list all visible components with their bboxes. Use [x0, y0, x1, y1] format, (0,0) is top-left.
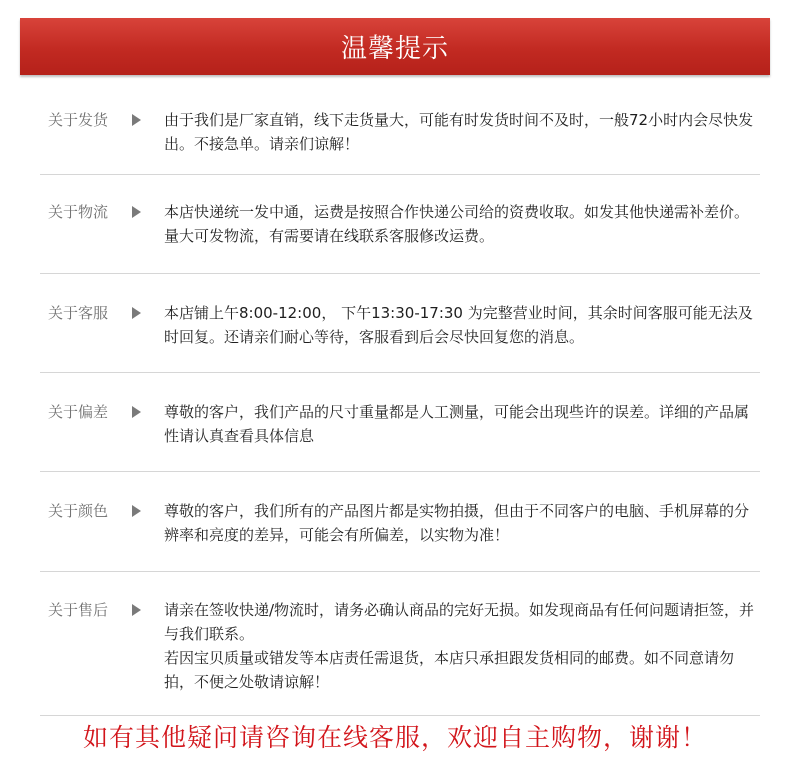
notice-body: [164, 400, 760, 448]
notice-body: [164, 598, 760, 694]
triangle-right-icon: [132, 406, 141, 418]
notice-paragraph: 由于我们是厂家直销，线下走货量大，可能有时发货时间不及时，一般72小时内会尽快发出。不接急单。请亲们谅解！: [164, 111, 754, 153]
notice-body: [164, 301, 760, 349]
notice-paragraph: 请亲在签收快递/物流时，请务必确认商品的完好无损。如发现商品有任何问题请拒签，并与我们联系。: [164, 601, 755, 643]
divider: [40, 571, 760, 572]
divider: [40, 273, 760, 274]
notice-paragraph: 尊敬的客户，我们所有的产品图片都是实物拍摄，但由于不同客户的电脑、手机屏幕的分辨率和亮度的差异，可能会有所偏差，以实物为准！: [164, 502, 750, 544]
notice-body: [164, 499, 760, 547]
notice-label: 关于售后: [48, 601, 109, 619]
notice-body: [164, 108, 760, 156]
notice-label: 关于客服: [48, 304, 109, 322]
divider: [40, 174, 760, 175]
notice-label: 关于物流: [48, 203, 109, 221]
footer-message: 如有其他疑问请咨询在线客服，欢迎自主购物，谢谢！: [82, 723, 707, 752]
page-title: 温馨提示: [340, 34, 449, 64]
notice-label: 关于颜色: [48, 502, 109, 520]
notice-paragraph: 本店快递统一发中通，运费是按照合作快递公司给的资费收取。如发其他快递需补差价。量大可发物流，有需要请在线联系客服修改运费。: [164, 203, 750, 245]
triangle-right-icon: [132, 307, 141, 319]
notice-paragraph: 若因宝贝质量或错发等本店责任需退货，本店只承担跟发货相同的邮费。如不同意请勿拍，不便之处敬请谅解！: [164, 649, 735, 691]
header-banner: [20, 18, 770, 75]
divider: [40, 471, 760, 472]
divider: [40, 372, 760, 373]
triangle-right-icon: [132, 505, 141, 517]
notice-paragraph: 本店铺上午8:00-12:00， 下午13:30-17:30 为完整营业时间，其余时间客服可能无法及时回复。还请亲们耐心等待，客服看到后会尽快回复您的消息。: [164, 304, 753, 346]
notice-body: [164, 200, 760, 248]
divider: [40, 715, 760, 716]
notice-paragraph: 尊敬的客户，我们产品的尺寸重量都是人工测量，可能会出现些许的误差。详细的产品属性请认真查看具体信息: [164, 403, 750, 445]
notice-label: 关于发货: [48, 111, 109, 129]
triangle-right-icon: [132, 604, 141, 616]
triangle-right-icon: [132, 114, 141, 126]
triangle-right-icon: [132, 206, 141, 218]
notice-label: 关于偏差: [48, 403, 109, 421]
